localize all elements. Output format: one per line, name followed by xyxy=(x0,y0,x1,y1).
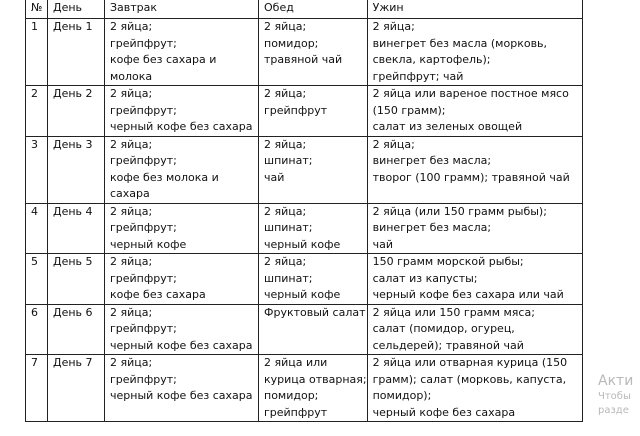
dinner-line: 2 яйца; xyxy=(372,137,415,151)
lunch-line: 2 яйца; xyxy=(264,255,307,268)
breakfast-cell xyxy=(105,19,259,86)
lunch-cell xyxy=(259,86,368,137)
breakfast-line: 2 яйца; xyxy=(110,204,153,218)
table-row xyxy=(26,203,583,254)
dinner-cell xyxy=(367,254,582,305)
table-row xyxy=(26,136,583,203)
breakfast-cell xyxy=(105,203,259,254)
breakfast-line: грейпфрут; xyxy=(110,221,177,234)
row-number: 3 xyxy=(26,136,48,203)
table-row xyxy=(26,86,583,137)
breakfast-line: 2 яйца; xyxy=(110,305,153,319)
breakfast-line: 2 яйца; xyxy=(110,137,153,151)
row-number: 5 xyxy=(26,254,48,305)
lunch-line: шпинат; xyxy=(264,271,313,285)
dinner-line: 2 яйца или вареное постное мясо xyxy=(372,87,569,100)
table-row xyxy=(26,19,583,86)
lunch-line: 2 яйца; xyxy=(264,87,307,100)
lunch-line: помидор; xyxy=(264,389,319,402)
lunch-line: 2 яйца; xyxy=(264,20,307,33)
breakfast-line: черный кофе без сахара xyxy=(110,389,253,402)
dinner-line: черный кофе без сахара или чай xyxy=(372,288,564,301)
breakfast-line: кофе без молока и xyxy=(110,170,219,184)
dinner-line: сельдерей); травяной чай xyxy=(372,338,524,352)
row-day: День 6 xyxy=(48,304,105,355)
row-day: День 7 xyxy=(48,355,105,422)
breakfast-line: грейпфрут; xyxy=(110,322,177,335)
breakfast-cell xyxy=(105,136,259,203)
dinner-line: салат из зеленых овощей xyxy=(372,120,523,133)
dinner-line: грейпфрут; чай xyxy=(372,69,464,83)
lunch-line: черный кофе xyxy=(264,288,341,301)
dinner-line: 2 яйца; xyxy=(372,20,415,33)
lunch-line: 2 яйца; xyxy=(264,137,307,151)
lunch-line: грейпфрут xyxy=(264,103,328,117)
table-row xyxy=(26,304,583,355)
dinner-line: 2 яйца или отварная курица (150 xyxy=(372,356,568,369)
row-day: День 1 xyxy=(48,19,105,86)
dinner-line: винегрет без масла; xyxy=(372,154,492,167)
lunch-line: 2 яйца; xyxy=(264,204,307,218)
breakfast-line: 2 яйца; xyxy=(110,20,153,33)
watermark-line: разде xyxy=(598,405,629,416)
breakfast-line: кофе без сахара xyxy=(110,288,206,301)
diet-table xyxy=(25,0,583,422)
breakfast-cell xyxy=(105,254,259,305)
breakfast-line: 2 яйца; xyxy=(110,356,153,369)
lunch-cell xyxy=(259,304,368,355)
table-row xyxy=(26,254,583,305)
header-breakfast: Завтрак xyxy=(105,0,259,19)
breakfast-line: кофе без сахара и xyxy=(110,53,217,66)
breakfast-line: 2 яйца; xyxy=(110,255,153,268)
row-number: 7 xyxy=(26,355,48,422)
dinner-cell xyxy=(367,203,582,254)
dinner-cell xyxy=(367,355,582,422)
row-day: День 4 xyxy=(48,203,105,254)
row-day: День 5 xyxy=(48,254,105,305)
lunch-cell xyxy=(259,254,368,305)
breakfast-line: сахара xyxy=(110,187,150,200)
table-row xyxy=(26,355,583,422)
row-number: 1 xyxy=(26,19,48,86)
dinner-line: 2 яйца или 150 грамм мяса; xyxy=(372,305,535,319)
lunch-line: черный кофе xyxy=(264,237,341,251)
dinner-line: 2 яйца (или 150 грамм рыбы); xyxy=(372,204,547,218)
dinner-cell xyxy=(367,19,582,86)
lunch-line: чай xyxy=(264,170,285,184)
breakfast-cell xyxy=(105,86,259,137)
lunch-line: шпинат; xyxy=(264,154,313,167)
row-number: 2 xyxy=(26,86,48,137)
dinner-line: (150 грамм); xyxy=(372,103,446,117)
lunch-line: курица отварная; xyxy=(264,372,367,386)
row-day: День 2 xyxy=(48,86,105,137)
dinner-cell xyxy=(367,136,582,203)
dinner-line: винегрет без масла (морковь, xyxy=(372,36,548,50)
breakfast-line: черный кофе xyxy=(110,237,187,251)
row-number: 6 xyxy=(26,304,48,355)
dinner-cell xyxy=(367,86,582,137)
breakfast-cell xyxy=(105,355,259,422)
breakfast-line: молока xyxy=(110,69,153,83)
header-num: № xyxy=(26,0,48,19)
breakfast-line: 2 яйца; xyxy=(110,87,153,100)
lunch-cell xyxy=(259,19,368,86)
dinner-line: черный кофе без сахара xyxy=(372,405,516,419)
header-row xyxy=(26,0,583,19)
lunch-cell xyxy=(259,136,368,203)
dinner-line: 150 грамм морской рыбы; xyxy=(372,255,524,268)
dinner-line: грамм); салат (морковь, капуста, xyxy=(372,372,567,386)
dinner-line: творог (100 грамм); травяной чай xyxy=(372,170,570,184)
lunch-line: Фруктовый салат xyxy=(264,305,366,319)
dinner-line: салат из капусты; xyxy=(372,271,478,285)
breakfast-line: грейпфрут; xyxy=(110,271,177,285)
watermark-title: Акти xyxy=(598,373,634,389)
lunch-line: травяной чай xyxy=(264,53,343,66)
breakfast-line: черный кофе без сахара xyxy=(110,120,253,133)
dinner-line: свекла, картофель); xyxy=(372,53,491,66)
header-lunch: Обед xyxy=(259,0,368,19)
dinner-line: помидор); xyxy=(372,389,432,402)
lunch-line: шпинат; xyxy=(264,221,313,234)
dinner-line: винегрет без масла; xyxy=(372,221,492,234)
breakfast-line: грейпфрут; xyxy=(110,36,177,50)
lunch-cell xyxy=(259,355,368,422)
lunch-line: грейпфрут xyxy=(264,405,328,419)
activation-watermark xyxy=(598,372,640,418)
breakfast-line: черный кофе без сахара xyxy=(110,338,253,352)
lunch-cell xyxy=(259,203,368,254)
table-body xyxy=(26,19,583,422)
watermark-line: Чтобы xyxy=(598,391,631,402)
lunch-line: помидор; xyxy=(264,36,319,50)
header-dinner: Ужин xyxy=(367,0,582,19)
lunch-line: 2 яйца или xyxy=(264,356,328,369)
row-number: 4 xyxy=(26,203,48,254)
breakfast-cell xyxy=(105,304,259,355)
breakfast-line: грейпфрут; xyxy=(110,154,177,167)
dinner-cell xyxy=(367,304,582,355)
header-day: День xyxy=(48,0,105,19)
row-day: День 3 xyxy=(48,136,105,203)
breakfast-line: грейпфрут; xyxy=(110,372,177,386)
dinner-line: салат (помидор, огурец, xyxy=(372,322,515,335)
dinner-line: чай xyxy=(372,237,393,251)
breakfast-line: грейпфрут; xyxy=(110,103,177,117)
